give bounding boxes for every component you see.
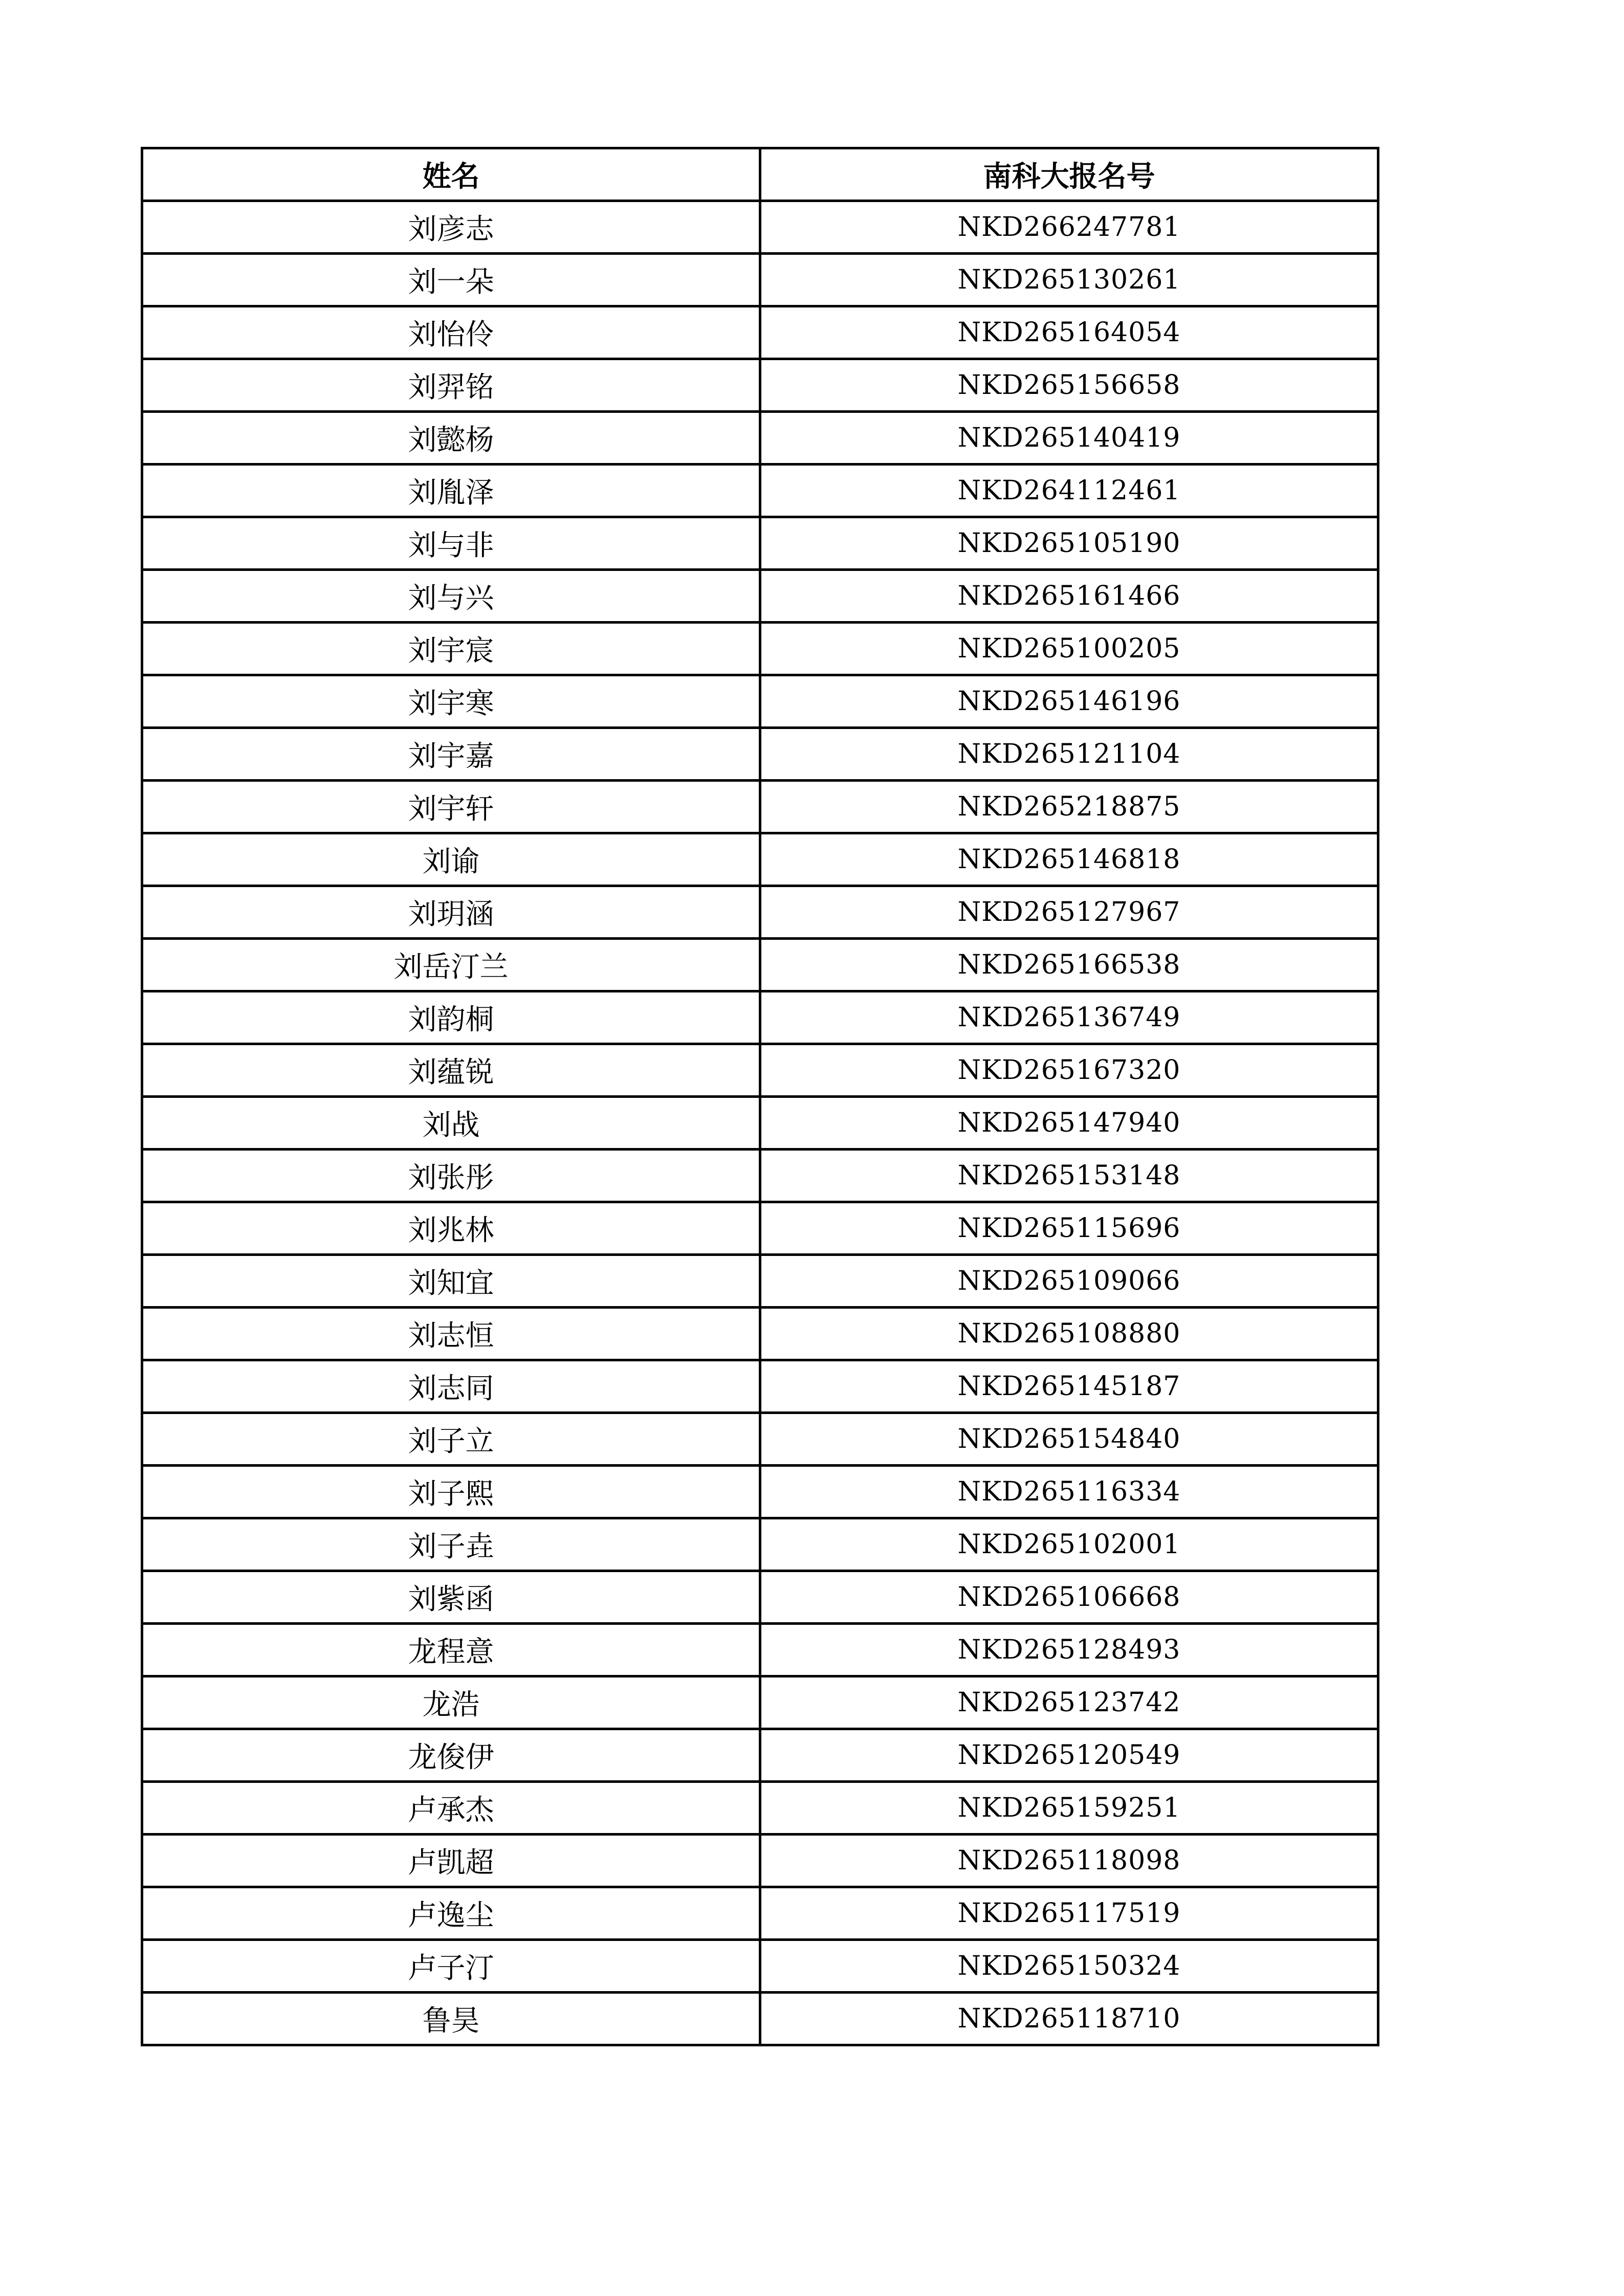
registration-id-cell: NKD265146196 (760, 675, 1378, 728)
student-name-cell: 刘谕 (142, 833, 760, 886)
student-name-cell: 卢凯超 (142, 1835, 760, 1887)
table-row (142, 833, 1378, 886)
student-name-cell: 刘战 (142, 1097, 760, 1150)
registration-id-cell: NKD265109066 (760, 1255, 1378, 1308)
table-row (142, 1835, 1378, 1887)
column-header-registration-id: 南科大报名号 (760, 148, 1378, 201)
registration-id-cell: NKD265105190 (760, 517, 1378, 570)
table-row (142, 201, 1378, 254)
registration-id-cell: NKD265106668 (760, 1571, 1378, 1624)
student-name-cell: 刘彦志 (142, 201, 760, 254)
student-name-cell: 刘与兴 (142, 570, 760, 623)
registration-id-cell: NKD265102001 (760, 1518, 1378, 1571)
student-name-cell: 刘懿杨 (142, 412, 760, 465)
registration-id-cell: NKD265118098 (760, 1835, 1378, 1887)
student-name-cell: 刘知宜 (142, 1255, 760, 1308)
table-row (142, 1202, 1378, 1255)
table-row (142, 1097, 1378, 1150)
student-name-cell: 刘宇嘉 (142, 728, 760, 781)
table-row (142, 1308, 1378, 1360)
table-row (142, 1413, 1378, 1466)
student-name-cell: 刘子熙 (142, 1466, 760, 1518)
student-name-cell: 刘子垚 (142, 1518, 760, 1571)
table-row (142, 1255, 1378, 1308)
table-row (142, 517, 1378, 570)
registration-id-cell: NKD265128493 (760, 1624, 1378, 1676)
registration-id-cell: NKD265116334 (760, 1466, 1378, 1518)
registration-id-cell: NKD265117519 (760, 1887, 1378, 1940)
registration-id-cell: NKD265218875 (760, 781, 1378, 833)
registration-id-cell: NKD265115696 (760, 1202, 1378, 1255)
table-body (142, 201, 1378, 2045)
registration-id-cell: NKD265136749 (760, 991, 1378, 1044)
registration-id-cell: NKD265150324 (760, 1940, 1378, 1993)
student-name-cell: 卢承杰 (142, 1782, 760, 1835)
registration-id-cell: NKD265100205 (760, 623, 1378, 675)
student-name-cell: 刘蕴锐 (142, 1044, 760, 1097)
student-name-cell: 刘韵桐 (142, 991, 760, 1044)
table-row (142, 991, 1378, 1044)
registration-id-cell: NKD265108880 (760, 1308, 1378, 1360)
registration-id-cell: NKD265120549 (760, 1729, 1378, 1782)
table-row (142, 1518, 1378, 1571)
registration-id-cell: NKD265147940 (760, 1097, 1378, 1150)
table-row (142, 465, 1378, 517)
registration-id-cell: NKD265167320 (760, 1044, 1378, 1097)
table-row (142, 306, 1378, 359)
registration-id-cell: NKD265161466 (760, 570, 1378, 623)
student-name-cell: 刘玥涵 (142, 886, 760, 939)
table-row (142, 1571, 1378, 1624)
student-name-cell: 刘羿铭 (142, 359, 760, 412)
table-row (142, 1044, 1378, 1097)
table-row (142, 675, 1378, 728)
student-name-cell: 刘岳汀兰 (142, 939, 760, 991)
registration-id-cell: NKD264112461 (760, 465, 1378, 517)
student-name-cell: 鲁昊 (142, 1993, 760, 2045)
table-row (142, 1466, 1378, 1518)
enrollment-table (141, 147, 1379, 2046)
registration-id-cell: NKD265127967 (760, 886, 1378, 939)
student-name-cell: 刘与非 (142, 517, 760, 570)
table-row (142, 1676, 1378, 1729)
table-row (142, 886, 1378, 939)
table-row (142, 623, 1378, 675)
table-row (142, 1624, 1378, 1676)
header-row (142, 148, 1378, 201)
table-row (142, 412, 1378, 465)
student-name-cell: 刘胤泽 (142, 465, 760, 517)
student-name-cell: 龙俊伊 (142, 1729, 760, 1782)
registration-id-cell: NKD265154840 (760, 1413, 1378, 1466)
registration-id-cell: NKD265156658 (760, 359, 1378, 412)
student-name-cell: 龙程意 (142, 1624, 760, 1676)
registration-id-cell: NKD265118710 (760, 1993, 1378, 2045)
student-name-cell: 刘志同 (142, 1360, 760, 1413)
student-name-cell: 刘张彤 (142, 1150, 760, 1202)
table-header (142, 148, 1378, 201)
student-name-cell: 刘兆林 (142, 1202, 760, 1255)
student-name-cell: 刘怡伶 (142, 306, 760, 359)
table-row (142, 359, 1378, 412)
registration-id-cell: NKD265140419 (760, 412, 1378, 465)
table-row (142, 1360, 1378, 1413)
registration-id-cell: NKD265123742 (760, 1676, 1378, 1729)
table-row (142, 570, 1378, 623)
student-name-cell: 刘宇轩 (142, 781, 760, 833)
registration-id-cell: NKD265121104 (760, 728, 1378, 781)
registration-id-cell: NKD265159251 (760, 1782, 1378, 1835)
table-row (142, 1729, 1378, 1782)
student-name-cell: 刘子立 (142, 1413, 760, 1466)
registration-id-cell: NKD266247781 (760, 201, 1378, 254)
student-name-cell: 龙浩 (142, 1676, 760, 1729)
table-row (142, 1782, 1378, 1835)
student-name-cell: 刘宇宸 (142, 623, 760, 675)
registration-id-cell: NKD265145187 (760, 1360, 1378, 1413)
registration-id-cell: NKD265164054 (760, 306, 1378, 359)
student-name-cell: 卢子汀 (142, 1940, 760, 1993)
student-name-cell: 卢逸尘 (142, 1887, 760, 1940)
table-row (142, 254, 1378, 306)
registration-id-cell: NKD265146818 (760, 833, 1378, 886)
table-row (142, 1940, 1378, 1993)
registration-id-cell: NKD265130261 (760, 254, 1378, 306)
table-row (142, 1150, 1378, 1202)
table-row (142, 939, 1378, 991)
student-name-cell: 刘宇寒 (142, 675, 760, 728)
table-row (142, 781, 1378, 833)
table-row (142, 728, 1378, 781)
registration-id-cell: NKD265166538 (760, 939, 1378, 991)
registration-id-cell: NKD265153148 (760, 1150, 1378, 1202)
column-header-name: 姓名 (142, 148, 760, 201)
student-name-cell: 刘一朵 (142, 254, 760, 306)
table-row (142, 1887, 1378, 1940)
student-name-cell: 刘紫函 (142, 1571, 760, 1624)
student-name-cell: 刘志恒 (142, 1308, 760, 1360)
table-row (142, 1993, 1378, 2045)
